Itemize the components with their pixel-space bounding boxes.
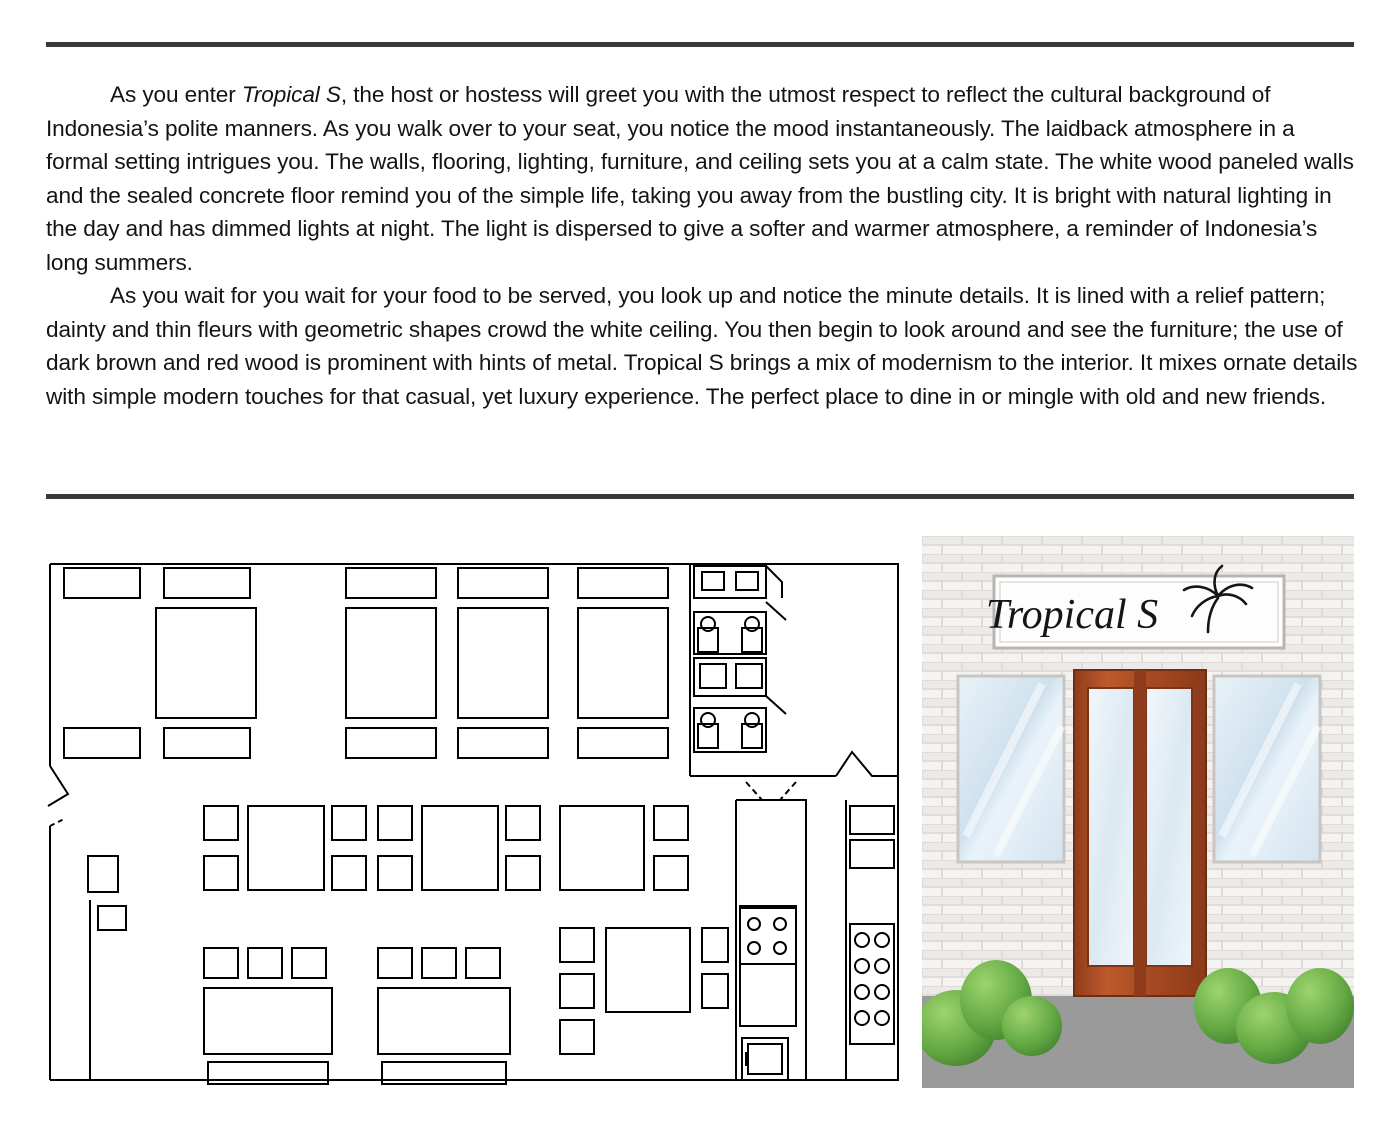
sign-text: Tropical S	[985, 592, 1159, 638]
restaurant-name-italic: Tropical S	[241, 82, 341, 107]
paragraph-1	[46, 78, 1358, 279]
body-copy	[46, 78, 1358, 413]
restaurant-floor-plan	[46, 556, 902, 1088]
door-glass-left	[1088, 688, 1134, 966]
storefront-rendering	[922, 536, 1354, 1088]
paragraph-1-rest: , the host or hostess will greet you with the utmost respect to reflect the cultural background of Indonesia’s polite manners. As you walk over to your seat, you notice the mood instantaneously. The laidback atmosphere in a formal setting intrigues you. The walls, flooring, lighting, furniture, and ceiling sets you at a calm state. The white wood paneled walls and the sealed concrete floor remind you of the simple life, taking you away from the bustling city. It is bright with natural lighting in the day and has dimmed lights at night. The light is dispersed to give a softer and warmer atmosphere, a reminder of Indonesia’s long summers.	[46, 82, 1354, 275]
top-divider-rule	[46, 42, 1354, 47]
paragraph-1-lead: As you enter	[110, 82, 242, 107]
door-mullion	[1134, 670, 1146, 996]
paragraph-2: As you wait for you wait for your food to be served, you look up and notice the minute details. It is lined with a relief pattern; dainty and thin fleurs with geometric shapes crowd the white ceiling. You then begin to look around and see the furniture; the use of dark brown and red wood is prominent with hints of metal. Tropical S brings a mix of modernism to the interior. It mixes ornate details with simple modern touches for that casual, yet luxury experience. The perfect place to dine in or mingle with old and new friends.	[46, 283, 1358, 409]
bottom-divider-rule	[46, 494, 1354, 499]
door-glass-right	[1146, 688, 1192, 966]
